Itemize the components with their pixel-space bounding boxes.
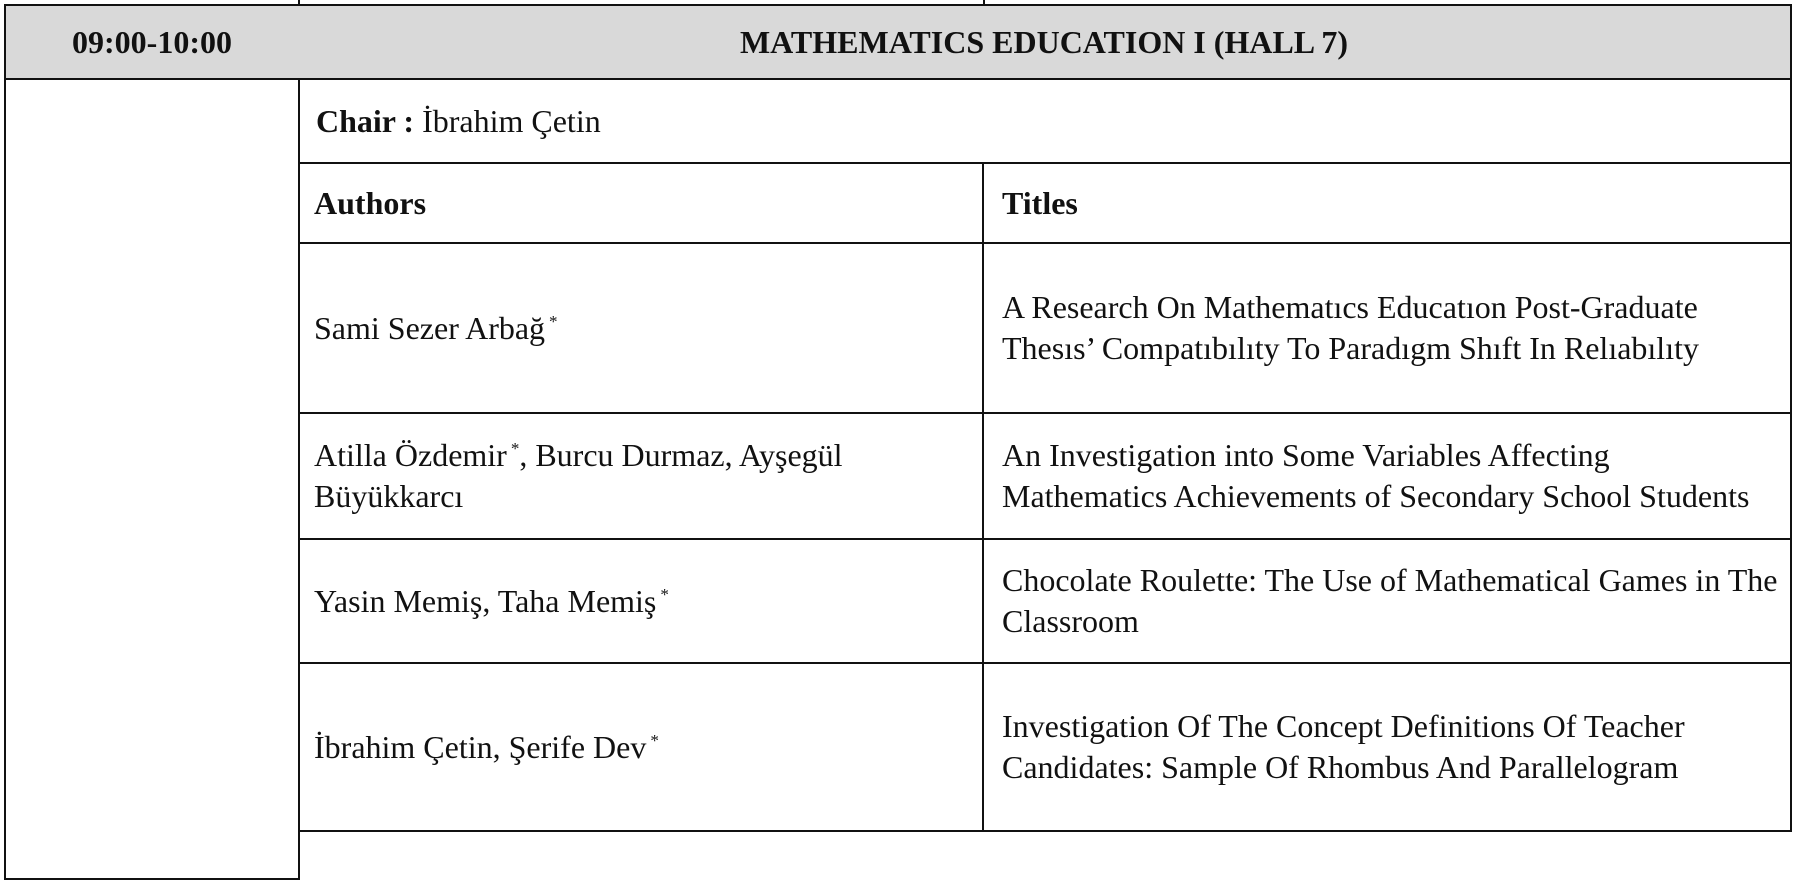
table-header-row [298,164,1790,244]
authors-cell [298,540,984,662]
paper-title: An Investigation into Some Variables Affecting Mathematics Achievements of Secondary School Students [1002,437,1750,514]
time-column [4,80,300,880]
presenter-mark: * [549,311,558,331]
authors-cell [298,664,984,830]
title-cell [984,540,1790,662]
title-cell [984,244,1790,412]
session-title: MATHEMATICS EDUCATION I (HALL 7) [298,4,1792,80]
authors-cell [298,244,984,412]
table-row [298,540,1790,664]
author-names: İbrahim Çetin, Şerife Dev * [314,728,659,765]
author-names: Atilla Özdemir *, Burcu Durmaz, Ayşegül Büyükkarcı [314,437,843,514]
chair-label: Chair : [316,102,415,139]
papers-table [298,164,1792,832]
presenter-mark: * [650,730,659,750]
paper-title: A Research On Mathematıcs Educatıon Post-Graduate Thesıs’ Compatıbılıty To Paradıgm Shıft In Relıabılıty [1002,289,1699,366]
presenter-mark: * [660,584,669,604]
authors-header: Authors [298,164,984,242]
chair-name: İbrahim Çetin [422,102,601,139]
table-row [298,414,1790,540]
paper-title: Investigation Of The Concept Definitions Of Teacher Candidates: Sample Of Rhombus And Parallelogram [1002,708,1685,785]
authors-cell [298,414,984,538]
titles-header: Titles [1002,184,1078,221]
author-names: Sami Sezer Arbağ * [314,309,558,346]
table-row [298,664,1790,832]
title-cell [984,664,1790,830]
table-row [298,244,1790,414]
author-names: Yasin Memiş, Taha Memiş * [314,582,669,619]
chair-row [298,80,1792,164]
presenter-mark: * [510,439,520,459]
session-time: 09:00-10:00 [4,4,300,80]
paper-title: Chocolate Roulette: The Use of Mathematical Games in The Classroom [1002,562,1778,639]
title-cell [984,414,1790,538]
